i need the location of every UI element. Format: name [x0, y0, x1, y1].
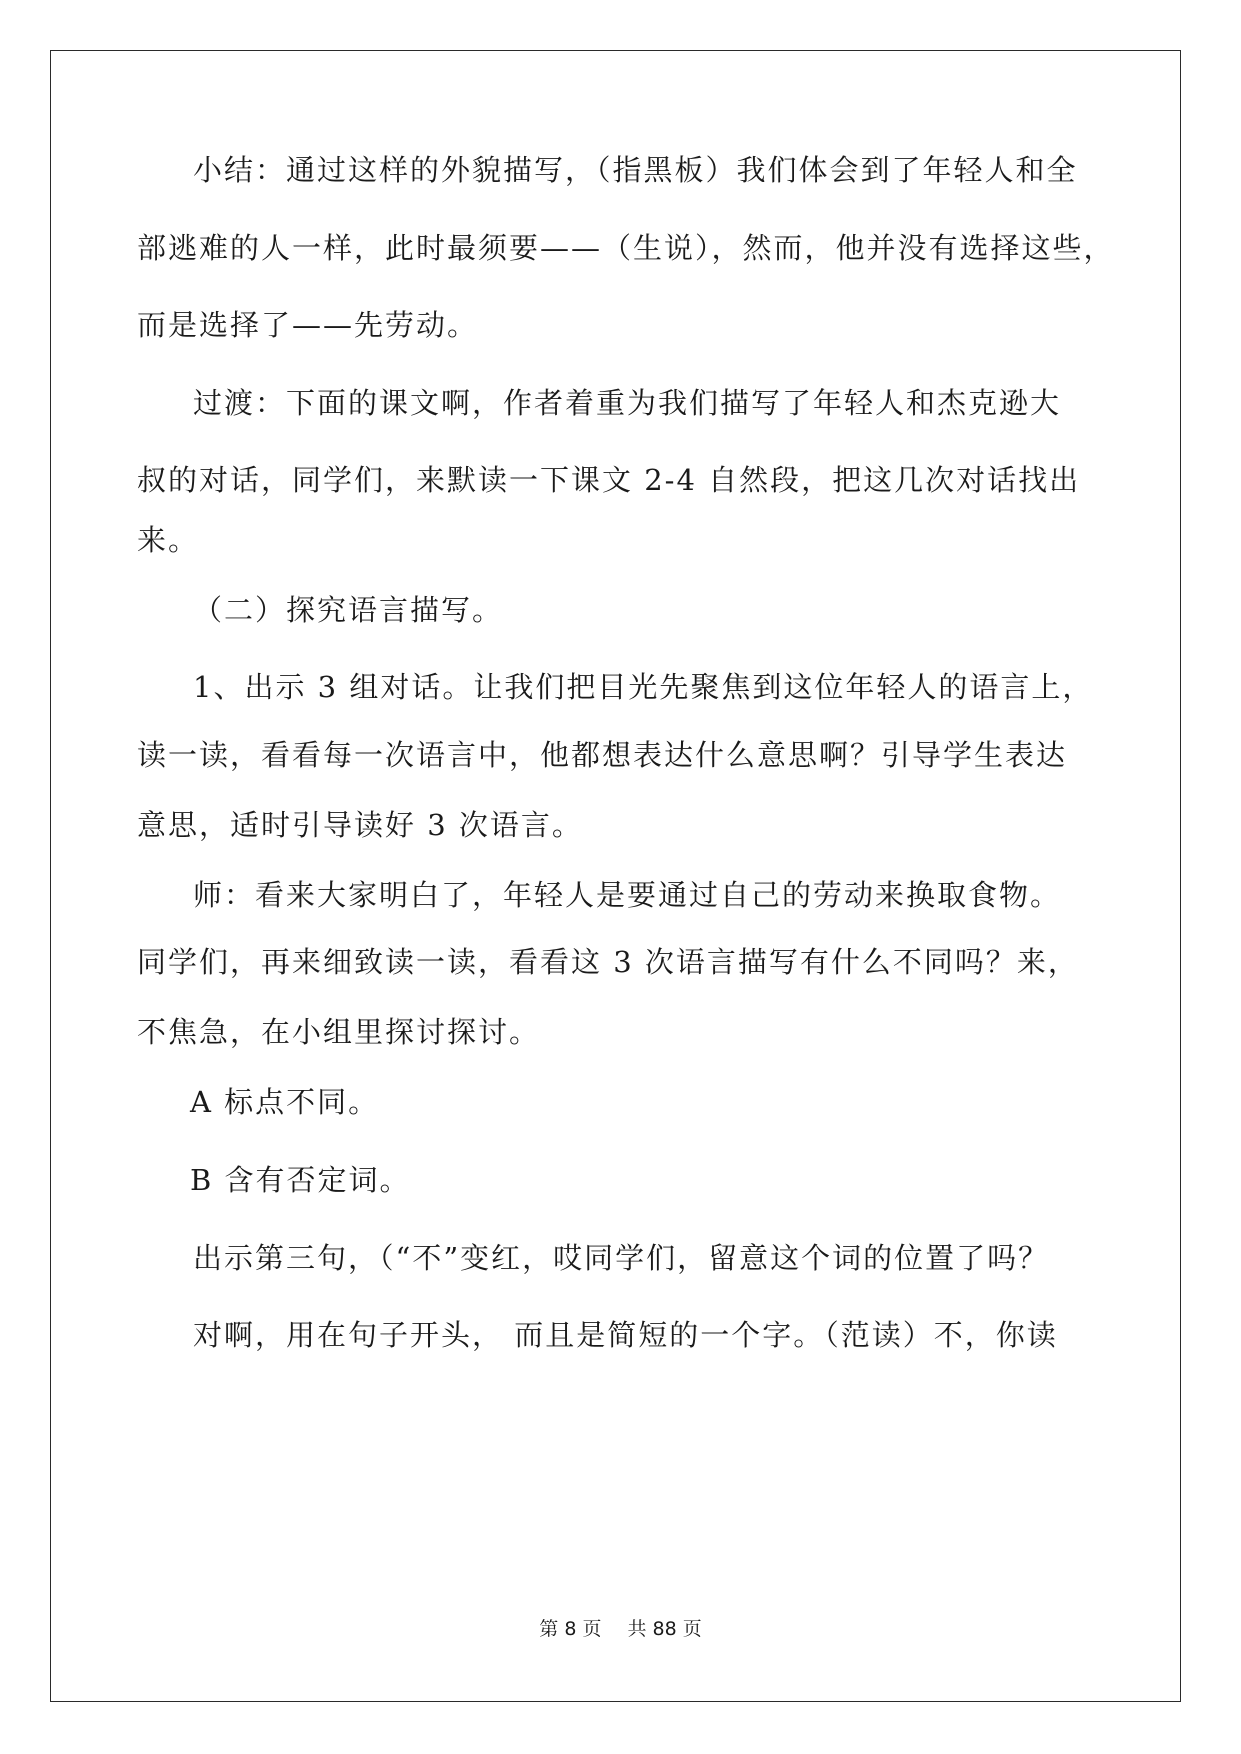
text-line: 小结：通过这样的外貌描写，（指黑板）我们体会到了年轻人和全 — [193, 153, 1078, 187]
text-line: A 标点不同。 — [190, 1085, 380, 1119]
page-total: 共 88 页 — [627, 1618, 702, 1640]
text-line: 出示第三句，（“不”变红，哎同学们，留意这个词的位置了吗？ — [193, 1241, 1050, 1275]
text-line: 对啊，用在句子开头， 而且是简短的一个字。（范读）不，你读 — [193, 1318, 1058, 1352]
text-line: 同学们，再来细致读一读，看看这 3 次语言描写有什么不同吗？来， — [137, 945, 1079, 979]
text-line: B 含有否定词。 — [190, 1163, 411, 1197]
section-heading: （二）探究语言描写。 — [193, 593, 504, 627]
text-line: 不焦急，在小组里探讨探讨。 — [137, 1015, 541, 1049]
text-line: 部逃难的人一样，此时最须要——（生说），然而，他并没有选择这些， — [137, 231, 1115, 265]
text-line: 1、出示 3 组对话。让我们把目光先聚焦到这位年轻人的语言上， — [193, 670, 1094, 704]
text-line: 过渡：下面的课文啊，作者着重为我们描写了年轻人和杰克逊大 — [193, 386, 1062, 420]
text-line: 来。 — [137, 523, 200, 557]
page-footer — [0, 1617, 1241, 1641]
text-line: 叔的对话，同学们，来默读一下课文 2-4 自然段，把这几次对话找出 — [137, 463, 1081, 497]
page-number: 第 8 页 — [539, 1618, 602, 1640]
text-line: 师：看来大家明白了，年轻人是要通过自己的劳动来换取食物。 — [193, 878, 1062, 912]
text-line: 意思，适时引导读好 3 次语言。 — [137, 808, 583, 842]
text-line: 而是选择了——先劳动。 — [137, 308, 479, 342]
text-line: 读一读，看看每一次语言中，他都想表达什么意思啊？引导学生表达 — [137, 738, 1068, 772]
